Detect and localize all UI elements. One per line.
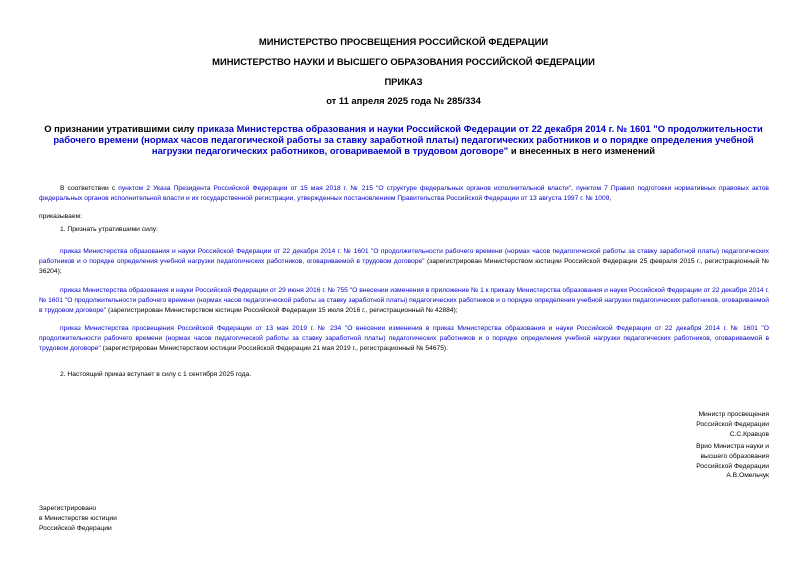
signature2-country: Российской Федерации (696, 462, 769, 470)
signature1-position: Министр просвещения (698, 411, 769, 418)
ministry-education-heading: МИНИСТЕРСТВО ПРОСВЕЩЕНИЯ РОССИЙСКОЙ ФЕДЕРАЦИИ (258, 36, 549, 47)
act-text-3: (зарегистрирован Министерством юстиции Российской Федерации 21 мая 2019 г., регистрационный № 54675). (100, 344, 449, 352)
preamble-text-1: В соответствии с (60, 185, 119, 192)
preamble-paragraph (39, 184, 769, 204)
registration-line-1: Зарегистрировано (39, 505, 97, 512)
order-word: приказываем: (39, 213, 83, 220)
act-link-2[interactable]: приказ Министерства образования и науки Российской Федерации от 29 июня 2016 г. № 755 "О внесении изменения в приложение № 1 к приказу Министерства образования и науки Российской Федерации от 22 декабря 2014 г. № 1601 "О продолжительности рабочего времени (нормах часов педагогической работы за ставку заработной платы) педагогических работников и о порядке определения учебной нагрузки педагогических работников, оговариваемой в трудовом договоре" (39, 287, 769, 314)
title-suffix: и внесенных в него изменений (508, 144, 656, 156)
act-item-2 (39, 286, 769, 315)
signature-block-education (696, 410, 769, 439)
signature2-position-cont: высшего образования (700, 452, 769, 460)
signature1-name: С.С.Кравцов (729, 430, 769, 438)
item2-paragraph: 2. Настоящий приказ вступает в силу с 1 сентября 2025 года. (60, 371, 252, 378)
document-type-heading: ПРИКАЗ (384, 76, 423, 87)
signature-block-science (696, 442, 769, 481)
preamble-rules-link[interactable]: пунктом 7 Правил подготовки нормативных правовых актов федеральных органов исполнительной власти и их государственной регистрации, утвержденных постановлением Правительства Российской Федерации от 13 августа 1997 г. № 1009 (39, 185, 769, 202)
act-text-2: (зарегистрирован Министерством юстиции Российской Федерации 15 июля 2016 г., регистрационный № 42884); (106, 306, 458, 314)
act-item-3 (39, 324, 769, 353)
act-link-1[interactable]: приказ Министерства образования и науки Российской Федерации от 22 декабря 2014 г. № 1601 "О продолжительности рабочего времени (нормах часов педагогической работы за ставку заработной платы) педагогических работников и о порядке определения учебной нагрузки педагогических работников, оговариваемой в трудовом договоре" (39, 248, 769, 265)
signature2-name: А.В.Омельчук (726, 472, 769, 480)
preamble-decree-link[interactable]: пунктом 2 Указа Президента Российской Федерации от 15 мая 2018 г. № 215 "О структуре федеральных органов исполнительной власти" (118, 185, 572, 192)
preamble-text-3: , (609, 194, 612, 202)
ministry-science-heading: МИНИСТЕРСТВО НАУКИ И ВЫСШЕГО ОБРАЗОВАНИЯ РОССИЙСКОЙ ФЕДЕРАЦИИ (212, 56, 595, 67)
preamble-text-2: , (571, 185, 577, 192)
item1-heading: 1. Признать утратившими силу: (60, 226, 158, 233)
act-item-1 (39, 247, 769, 276)
act-text-1: (зарегистрирован Министерством юстиции Российской Федерации 25 февраля 2015 г., регистрационный № 36204); (39, 257, 769, 275)
document-date-number: от 11 апреля 2025 года № 285/334 (326, 95, 481, 106)
signature2-position: Врио Министра науки и (696, 443, 769, 450)
act-link-3[interactable]: приказ Министерства просвещения Российской Федерации от 13 мая 2019 г. № 234 "О внесении изменения в приказ Министерства образования и науки Российской Федерации от 22 декабря 2014 г. № 1601 "О продолжительности рабочего времени (нормах часов педагогической работы за ставку заработной платы) педагогических работников и о порядке определения учебной нагрузки педагогических работников, оговариваемой в трудовом договоре" (39, 325, 769, 352)
title-act-link[interactable]: приказа Министерства образования и науки Российской Федерации от 22 декабря 2014 г. № 1601 "О продолжительности рабочего времени (нормах часов педагогической работы за ставку заработной платы) педагогических работников и о порядке определения учебной нагрузки педагогических работников, оговариваемой в трудовом договоре" (53, 123, 763, 156)
registration-block (39, 504, 117, 535)
title-prefix: О признании утратившими силу (44, 123, 198, 134)
registration-line-3: Российской Федерации (39, 525, 112, 533)
registration-line-2: в Министерстве юстиции (39, 515, 117, 523)
signature1-country: Российской Федерации (696, 420, 769, 428)
document-title (32, 124, 775, 156)
